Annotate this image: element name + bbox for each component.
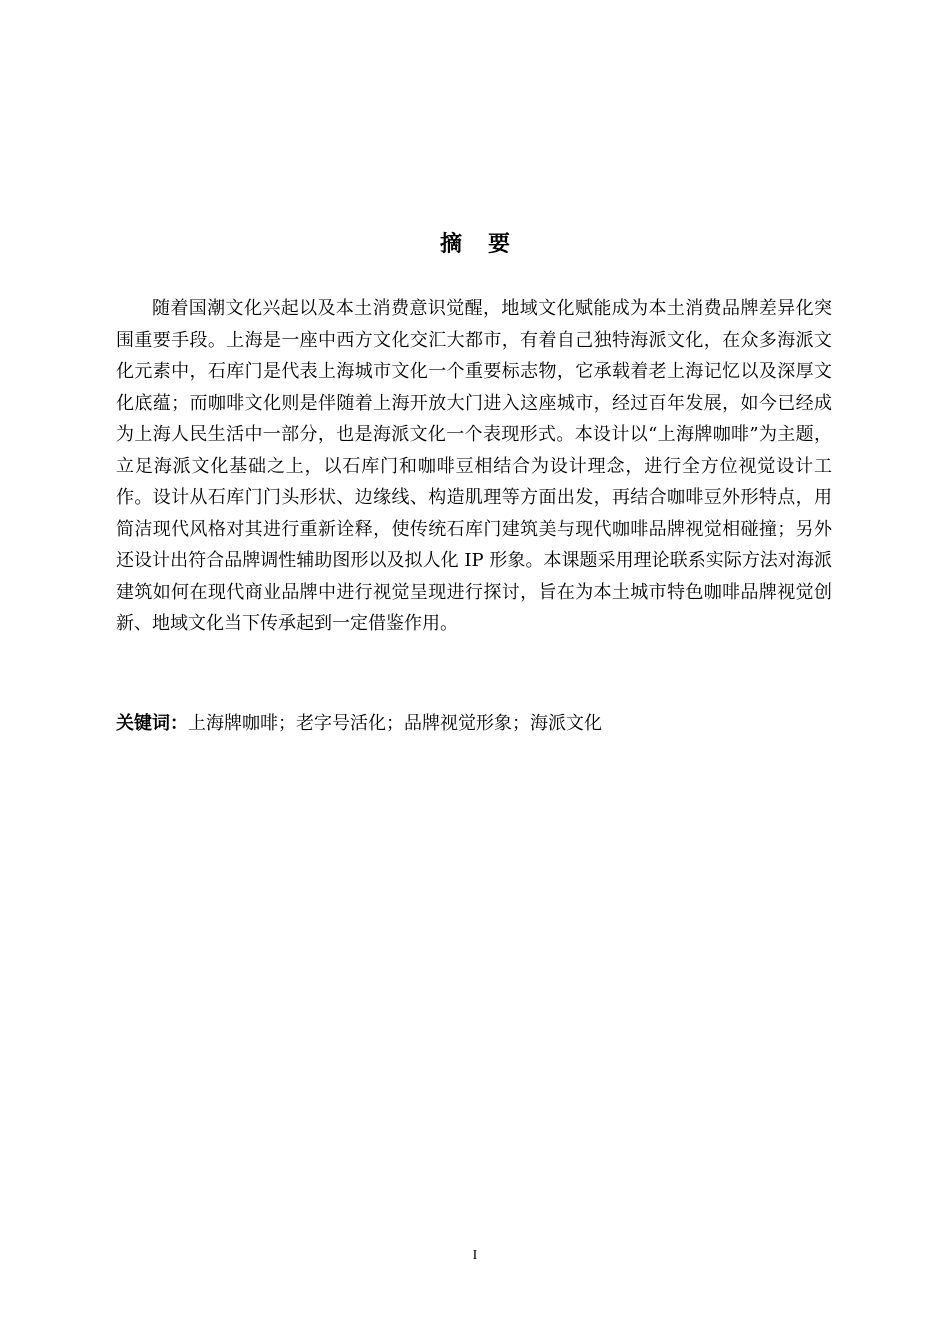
- keywords-line: [116, 708, 832, 739]
- keywords-values: 上海牌咖啡；老字号活化；品牌视觉形象；海派文化: [188, 713, 602, 734]
- abstract-paragraph: 随着国潮文化兴起以及本土消费意识觉醒，地域文化赋能成为本土消费品牌差异化突围重要手段。上海是一座中西方文化交汇大都市，有着自己独特海派文化，在众多海派文化元素中，石库门是代表上海城市文化一个重要标志物，它承载着老上海记忆以及深厚文化底蕴；而咖啡文化则是伴随着上海开放大门进入这座城市，经过百年发展，如今已经成为上海人民生活中一部分，也是海派文化一个表现形式。本设计以“上海牌咖啡”为主题，立足海派文化基础之上，以石库门和咖啡豆相结合为设计理念，进行全方位视觉设计工作。设计从石库门门头形状、边缘线、构造肌理等方面出发，再结合咖啡豆外形特点，用简洁现代风格对其进行重新诠释，使传统石库门建筑美与现代咖啡品牌视觉相碰撞；另外还设计出符合品牌调性辅助图形以及拟人化 IP 形象。本课题采用理论联系实际方法对海派建筑如何在现代商业品牌中进行视觉呈现进行探讨，旨在为本土城市特色咖啡品牌视觉创新、地域文化当下传承起到一定借鉴作用。: [116, 298, 832, 634]
- title-char-2: 要: [488, 232, 511, 257]
- title-char-1: 摘: [439, 232, 462, 257]
- abstract-title: [0, 228, 950, 262]
- keywords-label: 关键词：: [116, 713, 188, 734]
- page-number: I: [472, 1248, 478, 1263]
